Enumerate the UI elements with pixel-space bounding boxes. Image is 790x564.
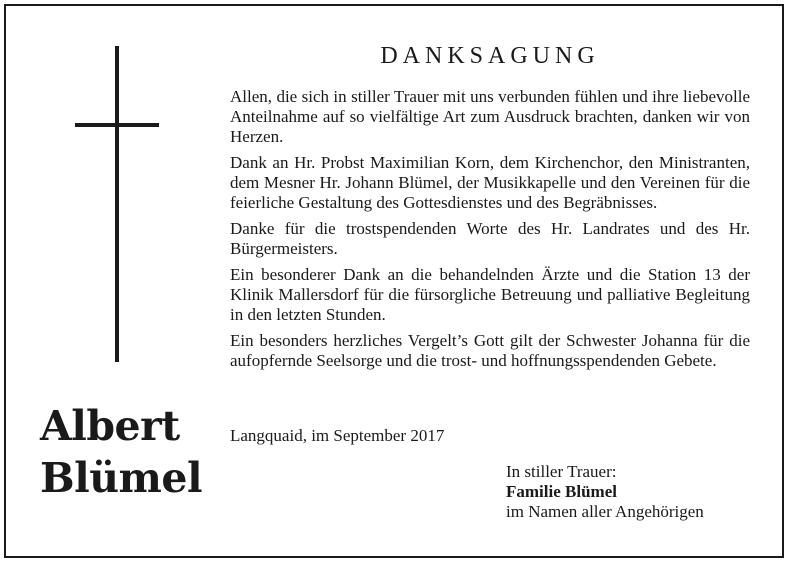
signoff-family: Familie Blümel (506, 482, 617, 501)
signoff-intro: In stiller Trauer: (506, 462, 617, 481)
deceased-last-name: Blümel (40, 454, 203, 502)
notice-heading: DANKSAGUNG (380, 43, 600, 69)
deceased-first-name: Albert (40, 402, 180, 450)
cross-icon-vertical (115, 46, 119, 362)
place-date: Langquaid, im September 2017 (230, 426, 445, 445)
signoff-relatives: im Namen aller Angehörigen (506, 502, 704, 521)
signoff (506, 462, 704, 522)
paragraph: Ein besonderer Dank an die behandelnden Ärzte und die Station 13 der Klinik Mallersdorf für die fürsorgliche Betreuung und palliative Begleitung in den letzten Stunden. (230, 265, 750, 324)
paragraph: Ein besonders herzliches Vergelt’s Gott gilt der Schwester Johanna für die aufopfernde Seelsorge und die trost- und hoffnungsspendenden Gebete. (230, 331, 750, 370)
paragraph: Allen, die sich in stiller Trauer mit uns verbunden fühlen und ihre liebevolle Anteilnahme auf so vielfältige Art zum Ausdruck brachten, danken wir von Herzen. (230, 87, 750, 146)
deceased-name (40, 400, 203, 504)
paragraph: Dank an Hr. Probst Maximilian Korn, dem Kirchenchor, den Ministranten, dem Mesner Hr. Johann Blümel, der Musikkapelle und den Vereinen für die feierliche Gestaltung des Gottesdienstes und des Begräbnisses. (230, 153, 750, 212)
notice-body (230, 87, 750, 377)
cross-icon-horizontal (75, 123, 159, 127)
paragraph: Danke für die trostspendenden Worte des Hr. Landrates und des Hr. Bürgermeisters. (230, 219, 750, 258)
